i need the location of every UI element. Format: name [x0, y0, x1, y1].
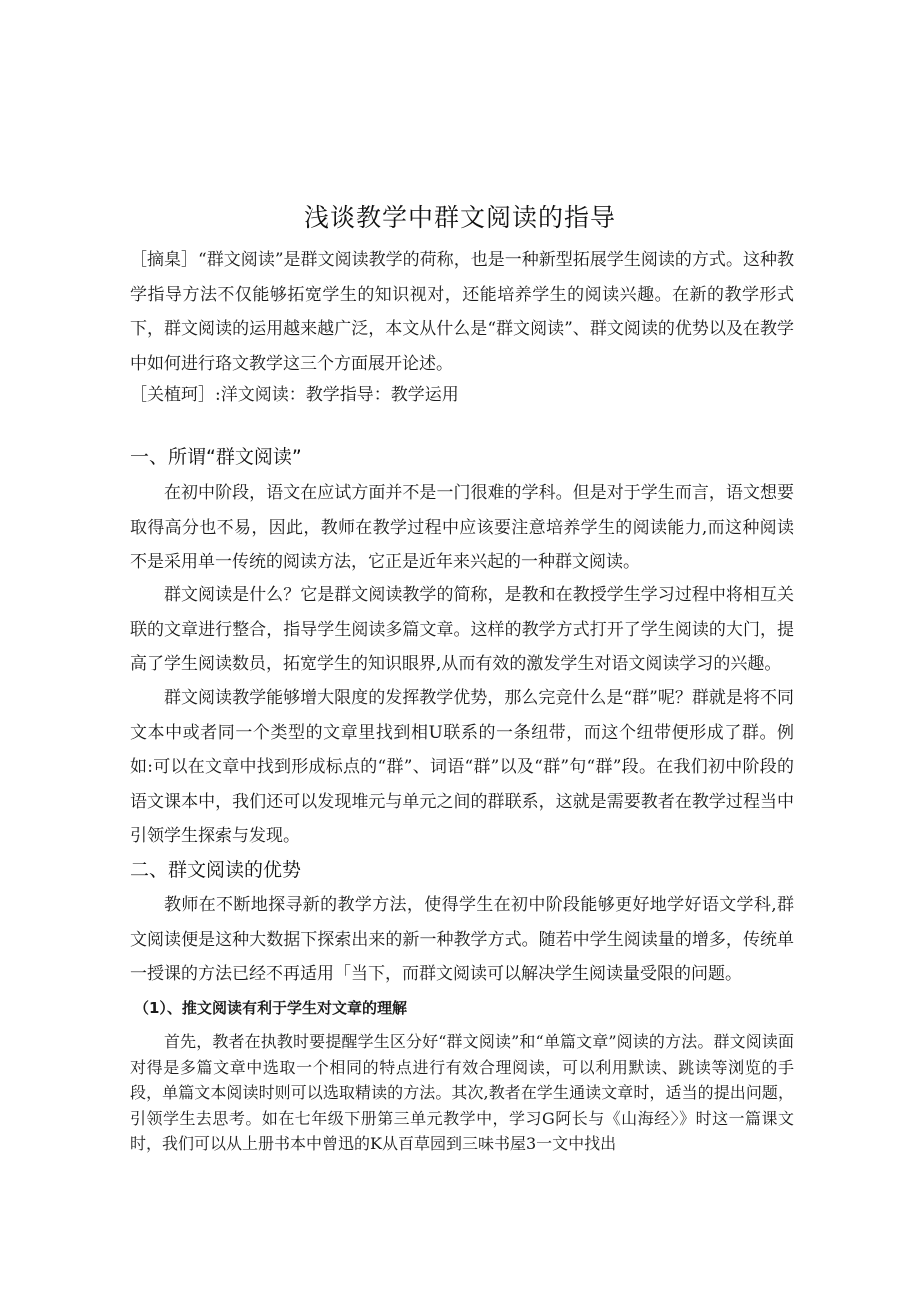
- section-2-heading: 二、群文阅读的优势: [130, 859, 302, 881]
- subsection-1-heading: （1）、推文阅读有利于学生对文章的理解: [134, 999, 407, 1017]
- section-1-paragraph-2: 群文阅读是什么？它是群文阅读教学的简称，是教和在教授学生学习过程中将相互关联的文章进行整合，指导学生阅读多篇文章。这样的教学方式打开了学生阅读的大门，提高了学生阅读数员，拓宽学生的知识眼界,从而有效的激发学生对语文阅读学习的兴趣。: [130, 585, 794, 674]
- document-title: 浅谈教学中群文阅读的指导: [303, 203, 616, 232]
- section-1-heading: 一、所谓“群文阅读”: [130, 446, 302, 468]
- keywords-paragraph: ［关植珂］:洋文阅读：教学指导：教学运用: [130, 385, 459, 405]
- section-1-paragraph-1: 在初中阶段，语文在应试方面并不是一门很难的学科。但是对于学生而言，语文想要取得高分也不易，因此，教师在教学过程中应该要注意培养学生的阅读能力,而这种阅读不是采用单一传统的阅读方法，它正是近年来兴起的一种群文阅读。: [130, 483, 794, 572]
- abstract-paragraph: ［摘臬］“群文阅读”是群文阅读教学的荷称，也是一种新型拓展学生阅读的方式。这种教学指导方法不仅能够拓宽学生的知识视对，还能培养学生的阅读兴趣。在新的教学形式下，群文阅读的运用越来越广泛，本文从什么是“群文阅读”、群文阅读的优势以及在教学中如何进行珞文教学这三个方面展开论述。: [130, 250, 794, 374]
- section-2-paragraph-1: 教师在不断地探寻新的教学方法，使得学生在初中阶段能够更好地学好语文学科,群文阅读便是这种大数据下探索出来的新一种教学方式。随若中学生阅读量的增多，传统单一授课的方法已经不再适用「当下，而群文阅读可以解决学生阅读量受限的问题。: [130, 895, 794, 984]
- section-1-paragraph-3: 群文阅读教学能够增大限度的发挥教学优势，那么完竞什么是“群”呢？群就是将不同文本中或者同一个类型的文章里找到相U联系的一条纽带，而这个纽带便形成了群。例如:可以在文章中找到形成标点的“群”、词语“群”以及“群”句“群”段。在我们初中阶段的语文课本中，我们还可以发现堆元与单元之间的群联系，这就是需要教者在教学过程当中引领学生探索与发现。: [130, 688, 794, 846]
- subsection-1-paragraph-1: 首先，教者在执教时要提醒学生区分好“群文阅读”和“单篇文章”阅读的方法。群文阅读面对得是多篇文章中选取一个相同的特点进行有效合理阅读，可以利用默读、跳读等浏览的手段，单篇文本阅读时则可以选取精读的方法。其次,教者在学生通读文章时，适当的提出问题，引领学生去思考。如在七年级下册第三单元教学中，学习G阿长与《山海经〉》时这一篇课文时，我们可以从上册书本中曾迅的K从百草园到三味书屋3一文中找出: [130, 1032, 794, 1153]
